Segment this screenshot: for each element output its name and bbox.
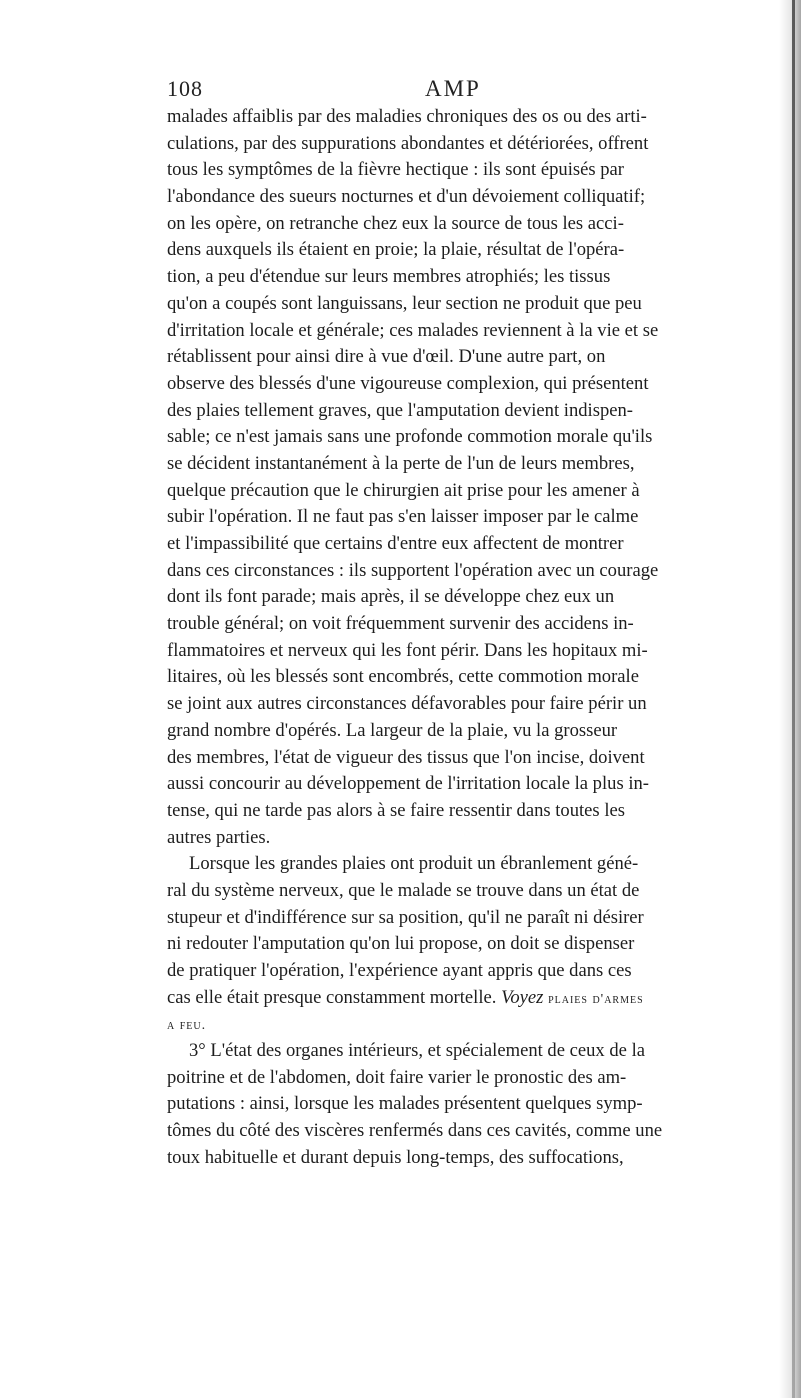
text-line: quelque précaution que le chirurgien ait prise pour les amener à: [167, 479, 640, 501]
text-line: de pratiquer l'opération, l'expérience ayant appris que dans ces: [167, 960, 632, 981]
text-line: stupeur et d'indifférence sur sa position, qu'il ne paraît ni désirer: [167, 906, 644, 928]
crossref-voyez: Voyez: [501, 986, 544, 1008]
text-line: des membres, l'état de vigueur des tissus que l'on incise, doivent: [167, 746, 645, 768]
page-header: [167, 76, 527, 104]
body-text: [167, 104, 784, 1172]
text-line: observe des blessés d'une vigoureuse complexion, qui présentent: [167, 372, 649, 394]
text-line: dens auxquels ils étaient en proie; la plaie, résultat de l'opéra-: [167, 239, 625, 261]
text-line: d'irritation locale et générale; ces malades reviennent à la vie et se: [167, 319, 659, 341]
text-line: poitrine et de l'abdomen, doit faire varier le pronostic des am-: [167, 1066, 627, 1088]
text-line: tômes du côté des viscères renfermés dans ces cavités, comme une: [167, 1120, 663, 1142]
text-line: tous les symptômes de la fièvre hectique : ils sont épuisés par: [167, 159, 624, 181]
text-line: tense, qui ne tarde pas alors à se faire ressentir dans toutes les: [167, 799, 625, 821]
page-number: 108: [167, 76, 203, 101]
text-line: culations, par des suppurations abondantes et détériorées, offrent: [167, 132, 649, 154]
text-line: tion, a peu d'étendue sur leurs membres atrophiés; les tissus: [167, 266, 611, 288]
text-line: aussi concourir au développement de l'irritation locale la plus in-: [167, 773, 649, 795]
text-line: on les opère, on retranche chez eux la source de tous les acci-: [167, 212, 624, 234]
crossref-target: plaies d'armes: [548, 991, 644, 1007]
text-line: autres parties.: [167, 826, 271, 848]
text-line: sable; ce n'est jamais sans une profonde commotion morale qu'ils: [167, 426, 653, 448]
text-line: toux habituelle et durant depuis long-temps, des suffocations,: [167, 1146, 624, 1168]
text-line-start: cas elle était presque constamment mortelle.: [167, 986, 497, 1008]
text-line: [167, 1011, 784, 1038]
text-line: ral du système nerveux, que le malade se trouve dans un état de: [167, 879, 640, 901]
text-line: malades affaiblis par des maladies chroniques des os ou des arti-: [167, 106, 647, 127]
text-line: se décident instantanément à la perte de l'un de leurs membres,: [167, 452, 635, 474]
text-line: l'abondance des sueurs nocturnes et d'un dévoiement colliquatif;: [167, 186, 646, 208]
text-line: Lorsque les grandes plaies ont produit un ébranlement géné-: [189, 853, 639, 875]
text-line: qu'on a coupés sont languissans, leur section ne produit que peu: [167, 292, 642, 314]
crossref-target-continued: a feu.: [167, 1018, 207, 1034]
text-line: ni redouter l'amputation qu'on lui propose, on doit se dispenser: [167, 933, 635, 955]
text-line: subir l'opération. Il ne faut pas s'en laisser imposer par le calme: [167, 506, 639, 528]
text-line: se joint aux autres circonstances défavorables pour faire périr un: [167, 693, 647, 715]
text-line: dans ces circonstances : ils supportent l'opération avec un courage: [167, 559, 659, 581]
text-line: litaires, où les blessés sont encombrés, cette commotion morale: [167, 666, 639, 688]
text-line: dont ils font parade; mais après, il se développe chez eux un: [167, 586, 615, 608]
page-edge-line: [792, 0, 795, 1398]
text-line: rétablissent pour ainsi dire à vue d'œil. D'une autre part, on: [167, 346, 606, 368]
text-line: 3° L'état des organes intérieurs, et spécialement de ceux de la: [189, 1040, 645, 1062]
text-line: trouble général; on voit fréquemment survenir des accidens in-: [167, 613, 634, 635]
text-line: et l'impassibilité que certains d'entre eux affectent de montrer: [167, 533, 624, 554]
text-line: grand nombre d'opérés. La largeur de la plaie, vu la grosseur: [167, 719, 618, 741]
text-line: putations : ainsi, lorsque les malades présentent quelques symp-: [167, 1093, 643, 1115]
text-line-with-crossref: [167, 985, 784, 1012]
text-line: flammatoires et nerveux qui les font périr. Dans les hopitaux mi-: [167, 639, 648, 661]
text-line: des plaies tellement graves, que l'amputation devient indispen-: [167, 399, 633, 421]
running-head: AMP: [425, 76, 481, 101]
